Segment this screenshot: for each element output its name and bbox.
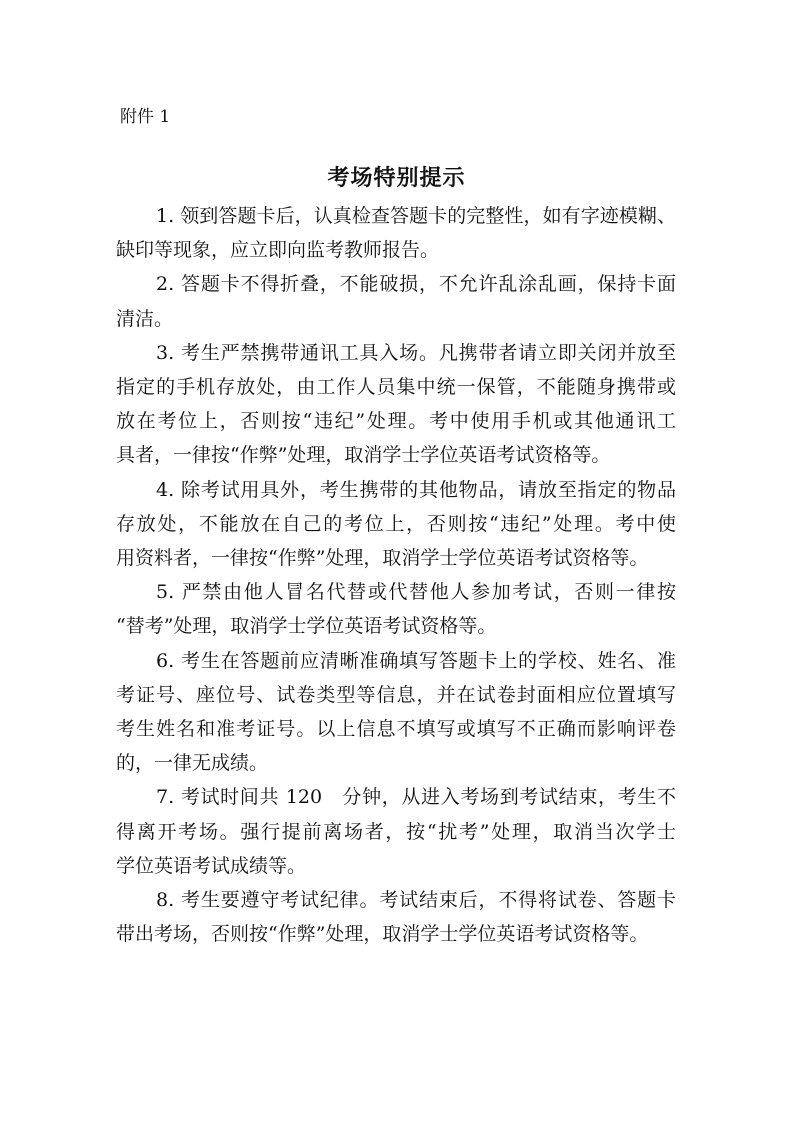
paragraph xyxy=(116,883,676,951)
text-line: 8. 考生要遵守考试纪律。考试结束后，不得将试卷、答题卡 xyxy=(156,889,676,912)
text-line: “替考”处理，取消学士学位英语考试资格等。 xyxy=(116,615,497,638)
text-line: 的，一律无成绩。 xyxy=(116,752,269,775)
text-line: 1. 领到答题卡后，认真检查答题卡的完整性，如有字迹模糊、 xyxy=(156,205,676,227)
text-line: 5. 严禁由他人冒名代替或代替他人参加考试，否则一律按 xyxy=(156,581,676,604)
text-line: 用资料者，一律按“作弊”处理，取消学士学位英语考试资格等。 xyxy=(116,547,649,570)
text-line: 7. 考试时间共 120 分钟，从进入考场到考试结束，考生不 xyxy=(156,786,676,809)
text-line: 得离开考场。强行提前离场者，按“扰考”处理，取消当次学士 xyxy=(116,820,676,843)
paragraph xyxy=(116,336,676,473)
paragraph xyxy=(116,780,676,883)
text-line: 3. 考生严禁携带通讯工具入场。凡携带者请立即关闭并放至 xyxy=(156,341,676,364)
text-line: 6. 考生在答题前应清晰准确填写答题卡上的学校、姓名、准 xyxy=(156,649,676,672)
text-line: 考生姓名和准考证号。以上信息不填写或填写不正确而影响评卷 xyxy=(116,718,676,741)
text-line: 指定的手机存放处，由工作人员集中统一保管，不能随身携带或 xyxy=(116,376,676,399)
text-line: 带出考场，否则按“作弊”处理，取消学士学位英语考试资格等。 xyxy=(116,923,649,946)
text-line: 放在考位上，否则按“违纪”处理。考中使用手机或其他通讯工 xyxy=(116,410,676,433)
text-line: 4. 除考试用具外，考生携带的其他物品，请放至指定的物品 xyxy=(156,478,676,501)
text-line: 2. 答题卡不得折叠，不能破损，不允许乱涂乱画，保持卡面 xyxy=(156,273,676,296)
paragraph xyxy=(116,644,676,781)
text-line: 考证号、座位号、试卷类型等信息，并在试卷封面相应位置填写 xyxy=(116,683,676,706)
paragraph xyxy=(116,267,676,335)
text-line: 具者，一律按“作弊”处理，取消学士学位英语考试资格等。 xyxy=(116,444,611,467)
document-title: 考场特别提示 xyxy=(327,165,466,191)
paragraph xyxy=(116,575,676,643)
notice-body xyxy=(116,199,676,951)
paragraph xyxy=(116,199,676,267)
attachment-label: 附件 1 xyxy=(120,107,171,127)
text-line: 缺印等现象，应立即向监考教师报告。 xyxy=(116,239,440,262)
text-line: 学位英语考试成绩等。 xyxy=(116,854,307,877)
paragraph xyxy=(116,473,676,576)
text-line: 存放处，不能放在自己的考位上，否则按“违纪”处理。考中使 xyxy=(116,512,676,535)
text-line: 清洁。 xyxy=(116,307,174,330)
